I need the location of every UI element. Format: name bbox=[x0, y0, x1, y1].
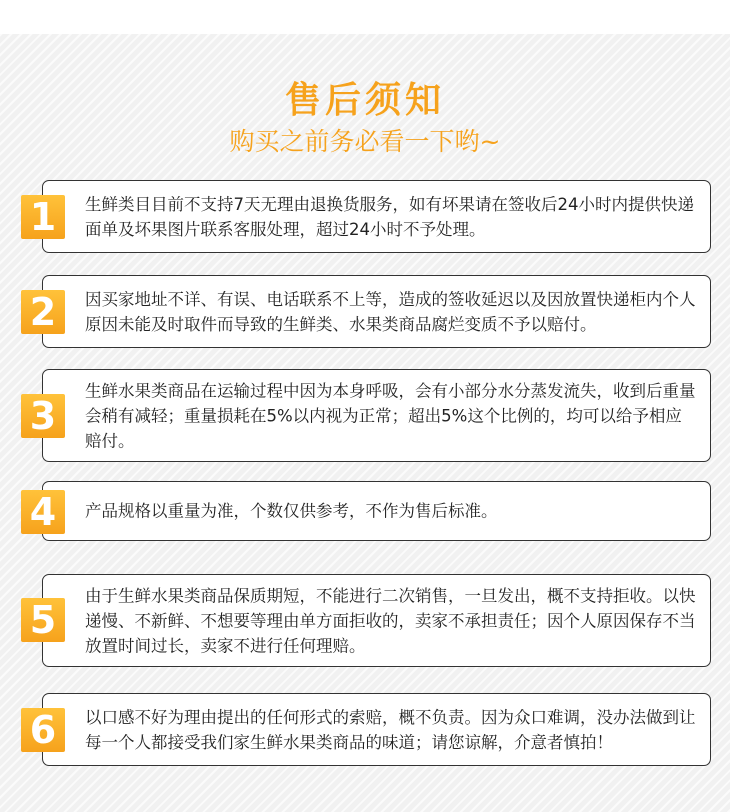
notice-number-badge-1: 1 bbox=[21, 195, 65, 239]
notice-card-2 bbox=[42, 275, 711, 348]
notice-text-2: 因买家地址不详、有误、电话联系不上等，造成的签收延迟以及因放置快递柜内个人原因未能及时取件而导致的生鲜类、水果类商品腐烂变质不予以赔付。 bbox=[85, 289, 696, 334]
notice-card-3 bbox=[42, 369, 711, 462]
notice-card-6 bbox=[42, 693, 711, 766]
notice-text-6: 以口感不好为理由提出的任何形式的索赔，概不负责。因为众口难调，没办法做到让每一个人都接受我们家生鲜水果类商品的味道；请您谅解，介意者慎拍！ bbox=[85, 707, 696, 752]
notice-number-badge-4: 4 bbox=[21, 490, 65, 534]
notice-number-badge-6: 6 bbox=[21, 708, 65, 752]
notice-number-badge-3: 3 bbox=[21, 394, 65, 438]
notice-number-badge-5: 5 bbox=[21, 598, 65, 642]
notice-number-badge-2: 2 bbox=[21, 290, 65, 334]
notice-text-4: 产品规格以重量为准，个数仅供参考，不作为售后标准。 bbox=[85, 501, 498, 521]
notice-card-5 bbox=[42, 574, 711, 667]
notice-text-3: 生鲜水果类商品在运输过程中因为本身呼吸，会有小部分水分蒸发流失，收到后重量会稍有减轻；重量损耗在5%以内视为正常；超出5%这个比例的，均可以给予相应赔付。 bbox=[85, 381, 696, 450]
notice-card-4 bbox=[42, 481, 711, 541]
top-white-band bbox=[0, 0, 730, 34]
notice-text-1: 生鲜类目目前不支持7天无理由退换货服务，如有坏果请在签收后24小时内提供快递面单及坏果图片联系客服处理，超过24小时不予处理。 bbox=[85, 194, 694, 239]
page-subtitle: 购买之前务必看一下哟~ bbox=[229, 127, 501, 156]
notice-text-5: 由于生鲜水果类商品保质期短，不能进行二次销售，一旦发出，概不支持拒收。以快递慢、不新鲜、不想要等理由单方面拒收的，卖家不承担责任；因个人原因保存不当放置时间过长，卖家不进行任何理赔。 bbox=[85, 586, 696, 655]
page-title: 售后须知 bbox=[284, 80, 445, 121]
notice-card-1 bbox=[42, 180, 711, 253]
